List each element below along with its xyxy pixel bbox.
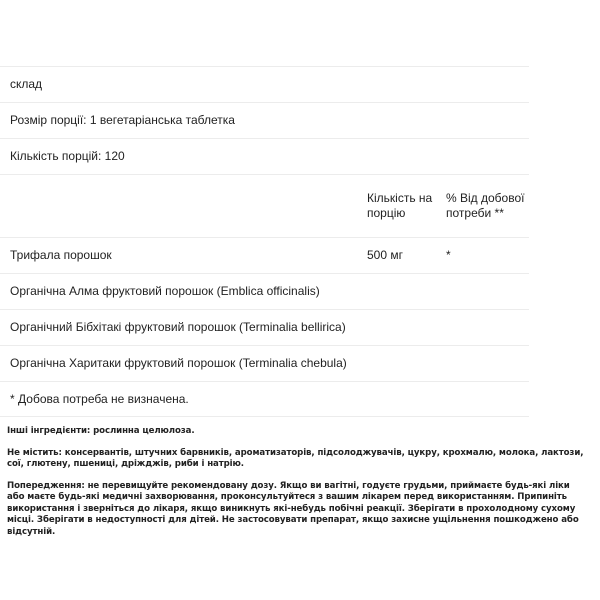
ingredient-amount: 500 мг [367, 248, 403, 262]
ingredient-row [0, 309, 529, 345]
header-amount: Кількість на порцію [367, 191, 433, 220]
serving-size-row [0, 102, 529, 138]
serving-size-text: Розмір порції: 1 вегетаріанська таблетка [10, 113, 235, 127]
warning-text: Попередження: не перевищуйте рекомендовану дозу. Якщо ви вагітні, годуєте грудьми, приймаєте будь-які ліки або маєте будь-які медичні захворювання, проконсультуйтеся з вашим лікарем перед використанням. Припиніть використання і зверніться до лікаря, якщо виникнуть які-небудь побічні реакції. Зберігати в прохолодному сухому місці. Зберігати в недоступності для дітей. Не застосовувати препарат, якщо захисне ущільнення пошкоджено або відсутній. [7, 480, 579, 537]
ingredient-name: Органічна Алма фруктовий порошок (Emblica officinalis) [10, 284, 320, 298]
footnote-text: * Добова потреба не визначена. [10, 391, 189, 406]
supplement-facts-table [0, 66, 529, 417]
ingredient-name: Органічний Бібхітакі фруктовий порошок (Terminalia bellirica) [10, 320, 346, 334]
ingredient-name: Органічна Харитаки фруктовий порошок (Terminalia chebula) [10, 356, 347, 370]
servings-per-container-row [0, 138, 529, 174]
ingredient-row [0, 345, 529, 381]
additional-info [7, 426, 587, 548]
ingredient-daily-value: * [446, 248, 451, 262]
column-header-row [0, 174, 529, 237]
facts-title [0, 66, 529, 102]
facts-title-text: склад [10, 77, 43, 91]
header-daily-value: % Від добової потреби ** [446, 191, 525, 220]
other-ingredients: Інші інгредієнти: рослинна целюлоза. [7, 426, 195, 436]
ingredient-row [0, 273, 529, 309]
does-not-contain: Не містить: консервантів, штучних барвників, ароматизаторів, підсолоджувачів, цукру, крохмалю, молока, лактози, сої, глютену, пшениці, дріжджів, риби і натрію. [7, 447, 584, 469]
footnote-row [0, 381, 529, 417]
ingredient-row [0, 237, 529, 273]
servings-per-container-text: Кількість порцій: 120 [10, 149, 125, 163]
ingredient-name: Трифала порошок [10, 248, 112, 262]
